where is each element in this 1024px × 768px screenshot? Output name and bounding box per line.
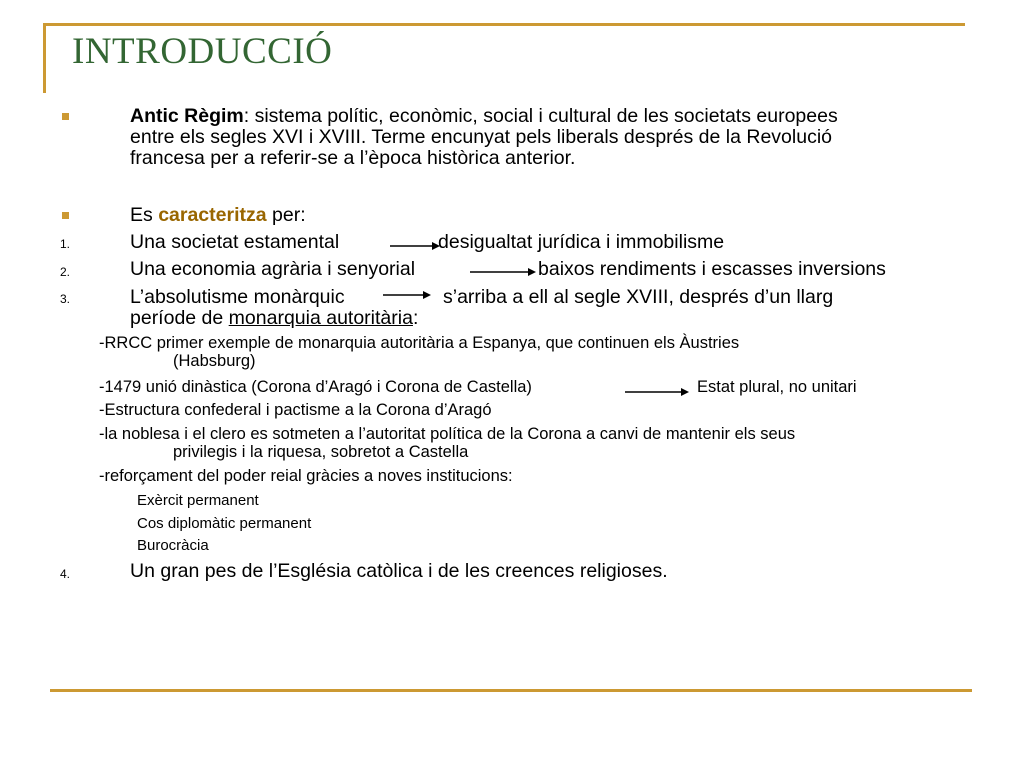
definition-text: : sistema polític, econòmic, social i cultural de les societats europees [243, 105, 838, 127]
term-antic-regim: Antic Règim [130, 105, 244, 127]
arrow-icon [625, 387, 689, 397]
item-3-left: L’absolutisme monàrquic [130, 286, 345, 308]
item-1-right: desigualtat jurídica i immobilisme [438, 231, 725, 253]
noblesa-line1: -la noblesa i el clero es sotmeten a l’autoritat política de la Corona a canvi de mantenir els seus [99, 425, 796, 443]
arrow-icon [383, 290, 431, 300]
bullet-antic-regim [130, 106, 838, 169]
caracteritza-post: per: [266, 204, 306, 226]
item-number: 3. [60, 292, 71, 306]
periode-pre: període de [130, 307, 229, 329]
item-1-left: Una societat estamental [130, 231, 340, 253]
institution-item: Burocràcia [137, 537, 209, 554]
item-3-right: s’arriba a ell al segle XVIII, després d’un llarg [443, 286, 834, 308]
subpoint-rrcc [99, 335, 739, 370]
noblesa-line2: privilegis i la riquesa, sobretot a Castella [173, 442, 469, 461]
caracteritza-accent: caracteritza [158, 204, 267, 226]
bullet-caracteritza [130, 205, 306, 226]
arrow-icon [390, 241, 440, 251]
slide-title: INTRODUCCIÓ [72, 31, 333, 72]
frame-top-line [43, 23, 965, 26]
item-3-line2 [130, 308, 418, 329]
item-2-right: baixos rendiments i escasses inversions [538, 258, 886, 280]
subpoint-estructura: -Estructura confederal i pactisme a la Corona d’Aragó [99, 401, 492, 419]
institution-item: Exèrcit permanent [137, 492, 259, 509]
item-number: 2. [60, 265, 71, 279]
definition-line2: entre els segles XVI i XVIII. Terme encunyat pels liberals després de la Revolució [130, 126, 832, 148]
arrow-icon [470, 267, 536, 277]
periode-post: : [412, 307, 419, 329]
frame-left-line [43, 23, 46, 93]
institution-item: Cos diplomàtic permanent [137, 515, 312, 532]
rrcc-line2: (Habsburg) [173, 351, 256, 370]
definition-line3: francesa per a referir-se a l’època històrica anterior. [130, 147, 576, 169]
subpoint-1479-right: Estat plural, no unitari [697, 378, 857, 396]
bullet-marker [62, 212, 69, 219]
item-4-text: Un gran pes de l’Església catòlica i de les creences religioses. [130, 560, 668, 582]
subpoint-1479: -1479 unió dinàstica (Corona d’Aragó i Corona de Castella) [99, 378, 532, 396]
item-number: 1. [60, 237, 71, 251]
monarquia-autoritaria: monarquia autoritària [228, 307, 413, 329]
subpoint-noblesa [99, 426, 795, 461]
item-2-left: Una economia agrària i senyorial [130, 258, 416, 280]
caracteritza-pre: Es [130, 204, 159, 226]
item-number: 4. [60, 567, 71, 581]
subpoint-reforcament: -reforçament del poder reial gràcies a noves institucions: [99, 467, 513, 485]
frame-bottom-line [50, 689, 972, 692]
bullet-marker [62, 113, 69, 120]
rrcc-line1: -RRCC primer exemple de monarquia autoritària a Espanya, que continuen els Àustries [99, 334, 740, 352]
